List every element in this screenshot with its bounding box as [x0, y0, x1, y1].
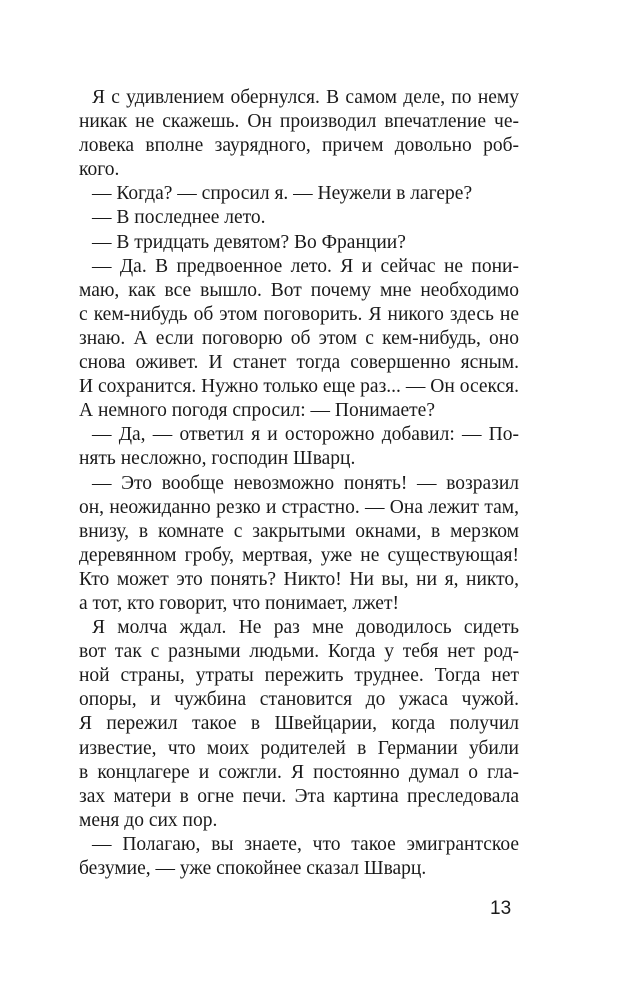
text-line: — В последнее лето. [92, 207, 266, 229]
text-line: маю, как все вышло. Вот почему мне необходимо [79, 279, 519, 301]
text-line: меня до сих пор. [79, 809, 218, 831]
text-line: ной страны, утраты пережить труднее. Тогда нет [79, 665, 519, 687]
text-line: Я молча ждал. Не раз мне доводилось сидеть [92, 617, 519, 639]
text-line: безумие, — уже спокойнее сказал Шварц. [79, 858, 427, 879]
text-line: Я пережил такое в Швейцарии, когда получил [79, 713, 519, 735]
text-line: — В тридцать девятом? Во Франции? [92, 231, 406, 253]
text-line: известие, что моих родителей в Германии убили [79, 737, 519, 759]
text-line: ловека вполне заурядного, причем довольно роб- [79, 135, 519, 157]
text-line: внизу, в комнате с закрытыми окнами, в мерзком [79, 520, 519, 542]
book-page-text [79, 86, 519, 881]
text-line: с кем-нибудь об этом поговорить. Я никого здесь не [79, 303, 519, 325]
text-line: деревянном гробу, мертвая, уже не существующая! [79, 544, 519, 566]
text-line: — Да, — ответил я и осторожно добавил: — По- [92, 424, 519, 446]
text-line: Я с удивлением обернулся. В самом деле, по нему [92, 87, 519, 108]
text-line: — Полагаю, вы знаете, что такое эмигрантское [92, 833, 519, 855]
text-line: И сохранится. Нужно только еще раз... — Он осекся. [79, 376, 519, 398]
text-line: снова оживет. И станет тогда совершенно ясным. [79, 352, 519, 374]
text-line: вот так с разными людьми. Когда у тебя нет род- [79, 641, 519, 663]
text-line: опоры, и чужбина становится до ужаса чужой. [79, 689, 519, 711]
text-line: А немного погодя спросил: — Понимаете? [79, 400, 435, 422]
text-line: зах матери в огне печи. Эта картина преследовала [79, 785, 519, 807]
text-line: нять несложно, господин Шварц. [79, 448, 356, 470]
text-line: в концлагере и сожгли. Я постоянно думал о гла- [79, 761, 519, 783]
text-line: — Да. В предвоенное лето. Я и сейчас не пони- [92, 255, 519, 277]
text-line: Кто может это понять? Никто! Ни вы, ни я, никто, [79, 568, 519, 590]
text-line: знаю. А если поговорю об этом с кем-нибудь, оно [79, 327, 519, 349]
text-line: — Когда? — спросил я. — Неужели в лагере? [92, 183, 473, 205]
text-line: а тот, кто говорит, что понимает, лжет! [79, 592, 399, 614]
page-number: 13 [490, 898, 512, 919]
text-line: он, неожиданно резко и страстно. — Она лежит там, [79, 496, 519, 518]
text-line: никак не скажешь. Он производил впечатление че- [79, 111, 519, 133]
text-line: — Это вообще невозможно понять! — возразил [92, 472, 519, 494]
text-line: кого. [79, 159, 120, 181]
